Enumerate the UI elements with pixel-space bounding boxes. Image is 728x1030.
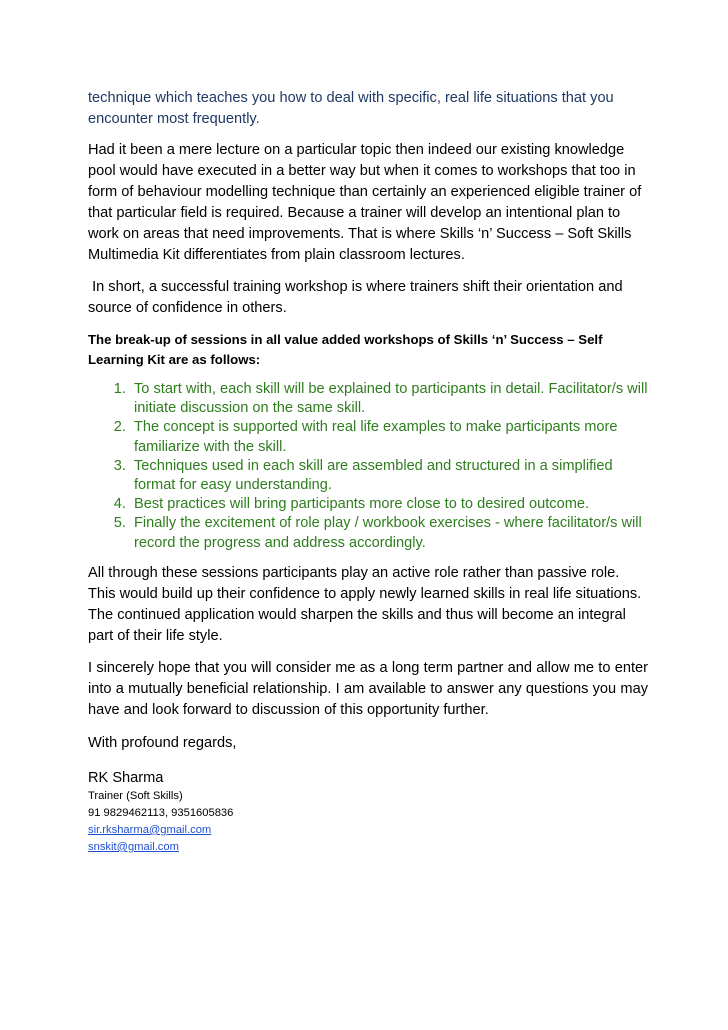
- paragraph-workshops: Had it been a mere lecture on a particular topic then indeed our existing knowledge pool would have executed in a better way but when it comes to workshops that too in form of behaviour modelling technique than certainly an experienced eligible trainer of that particular field is required. Because a trainer will develop an intentional plan to work on areas that need improvements. That is where Skills ‘n’ Success – Soft Skills Multimedia Kit differentiates from plain classroom lectures.: [88, 142, 642, 263]
- signature-title: Trainer (Soft Skills): [88, 789, 183, 802]
- list-item: 3. Techniques used in each skill are assembled and structured in a simplified format for easy understanding.: [130, 457, 648, 495]
- list-item: 5. Finally the excitement of role play / workbook exercises - where facilitator/s will record the progress and address accordingly.: [130, 514, 648, 552]
- signature-phones: 91 9829462113, 9351605836: [88, 806, 234, 819]
- email-link-primary[interactable]: sir.rksharma@gmail.com: [88, 823, 212, 836]
- signature-name: RK Sharma: [88, 769, 164, 786]
- list-item: 4. Best practices will bring participants more close to to desired outcome.: [130, 495, 648, 514]
- intro-text: technique which teaches you how to deal with specific, real life situations that you encounter most frequently.: [88, 90, 614, 127]
- email-link-secondary[interactable]: snskit@gmail.com: [88, 840, 179, 853]
- sessions-list: [88, 380, 648, 553]
- paragraph-partnership: I sincerely hope that you will consider me as a long term partner and allow me to enter into a mutually beneficial relationship. I am available to answer any questions you may have and look forward to discussion of this opportunity further.: [88, 659, 648, 718]
- closing-line: With profound regards,: [88, 734, 237, 751]
- paragraph-summary: In short, a successful training workshop is where trainers shift their orientation and source of confidence in others.: [88, 279, 627, 316]
- signature-block: [88, 768, 648, 856]
- sessions-heading: The break-up of sessions in all value added workshops of Skills ‘n’ Success – Self Learning Kit are as follows:: [88, 332, 603, 367]
- list-item: 2. The concept is supported with real life examples to make participants more familiarize with the skill.: [130, 418, 648, 456]
- paragraph-participation: All through these sessions participants play an active role rather than passive role. This would build up their confidence to apply newly learned skills in real life situations. The continued application would sharpen the skills and thus will become an integral part of their life style.: [88, 564, 642, 644]
- list-item: 1. To start with, each skill will be explained to participants in detail. Facilitator/s will initiate discussion on the same skill.: [130, 380, 648, 418]
